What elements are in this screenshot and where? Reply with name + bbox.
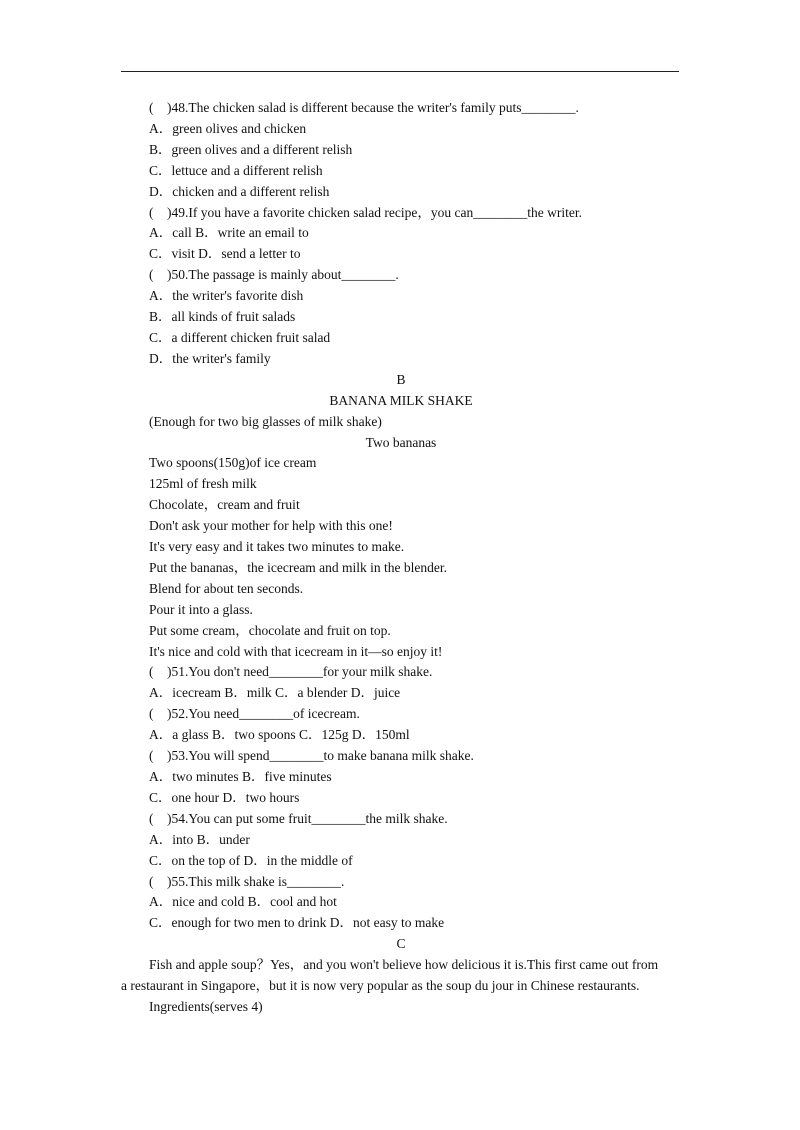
- text-line: Put the bananas，the icecream and milk in the blender.: [149, 559, 448, 575]
- text-line: A．two minutes B．five minutes: [149, 769, 332, 784]
- text-line: ( )54.You can put some fruit________the milk shake.: [149, 810, 448, 826]
- text-line: B．green olives and a different relish: [149, 141, 353, 157]
- text-line: ( )48.The chicken salad is different because the writer's family puts________.: [149, 100, 579, 115]
- text-line: Ingredients(serves 4): [149, 998, 263, 1014]
- text-line: a restaurant in Singapore，but it is now very popular as the soup du jour in Chinese restaurants.: [121, 978, 640, 994]
- text-line: C．visit D．send a letter to: [149, 246, 301, 262]
- text-line: (Enough for two big glasses of milk shake): [149, 413, 382, 429]
- text-line: ( )53.You will spend________to make banana milk shake.: [149, 748, 474, 764]
- text-line: Two spoons(150g)of ice cream: [149, 455, 317, 471]
- text-line: B: [396, 371, 406, 387]
- text-line: BANANA MILK SHAKE: [329, 392, 473, 408]
- text-line: ( )49.If you have a favorite chicken salad recipe，you can________the writer.: [149, 204, 582, 220]
- text-line: A．nice and cold B．cool and hot: [149, 894, 337, 910]
- text-line: A．icecream B．milk C．a blender D．juice: [149, 685, 401, 701]
- text-line: A．the writer's favorite dish: [149, 288, 304, 304]
- text-line: B．all kinds of fruit salads: [149, 309, 296, 325]
- text-line: A．green olives and chicken: [149, 120, 307, 136]
- text-line: Chocolate，cream and fruit: [149, 497, 300, 513]
- text-line: C．on the top of D．in the middle of: [149, 852, 353, 868]
- text-line: Put some cream，chocolate and fruit on top.: [149, 622, 391, 638]
- text-line: Two bananas: [365, 434, 437, 450]
- text-line: ( )52.You need________of icecream.: [149, 706, 360, 722]
- text-line: ( )55.This milk shake is________.: [149, 873, 345, 889]
- text-line: 125ml of fresh milk: [149, 476, 257, 492]
- text-line: Don't ask your mother for help with this one!: [149, 518, 393, 534]
- text-line: A．a glass B．two spoons C．125g D．150ml: [149, 727, 410, 743]
- text-line: ( )51.You don't need________for your milk shake.: [149, 664, 433, 680]
- text-line: C．one hour D．two hours: [149, 789, 300, 805]
- text-line: D．the writer's family: [149, 350, 271, 366]
- header-rule: [121, 71, 679, 72]
- text-line: It's nice and cold with that icecream in it—so enjoy it!: [149, 643, 443, 659]
- document-body: [121, 98, 681, 1018]
- text-line: D．chicken and a different relish: [149, 183, 330, 199]
- text-line: A．call B．write an email to: [149, 225, 309, 241]
- text-line: Fish and apple soup？Yes，and you won't believe how delicious it is.This first came out from: [149, 957, 659, 973]
- text-line: C．enough for two men to drink D．not easy to make: [149, 915, 445, 931]
- text-line: C．a different chicken fruit salad: [149, 329, 331, 345]
- text-line: Pour it into a glass.: [149, 601, 253, 617]
- text-line: C．lettuce and a different relish: [149, 162, 323, 178]
- text-line: It's very easy and it takes two minutes to make.: [149, 539, 405, 555]
- text-line: ( )50.The passage is mainly about________.: [149, 267, 399, 283]
- text-line: C: [396, 936, 406, 952]
- text-line: Blend for about ten seconds.: [149, 580, 304, 596]
- text-line: A．into B．under: [149, 831, 250, 847]
